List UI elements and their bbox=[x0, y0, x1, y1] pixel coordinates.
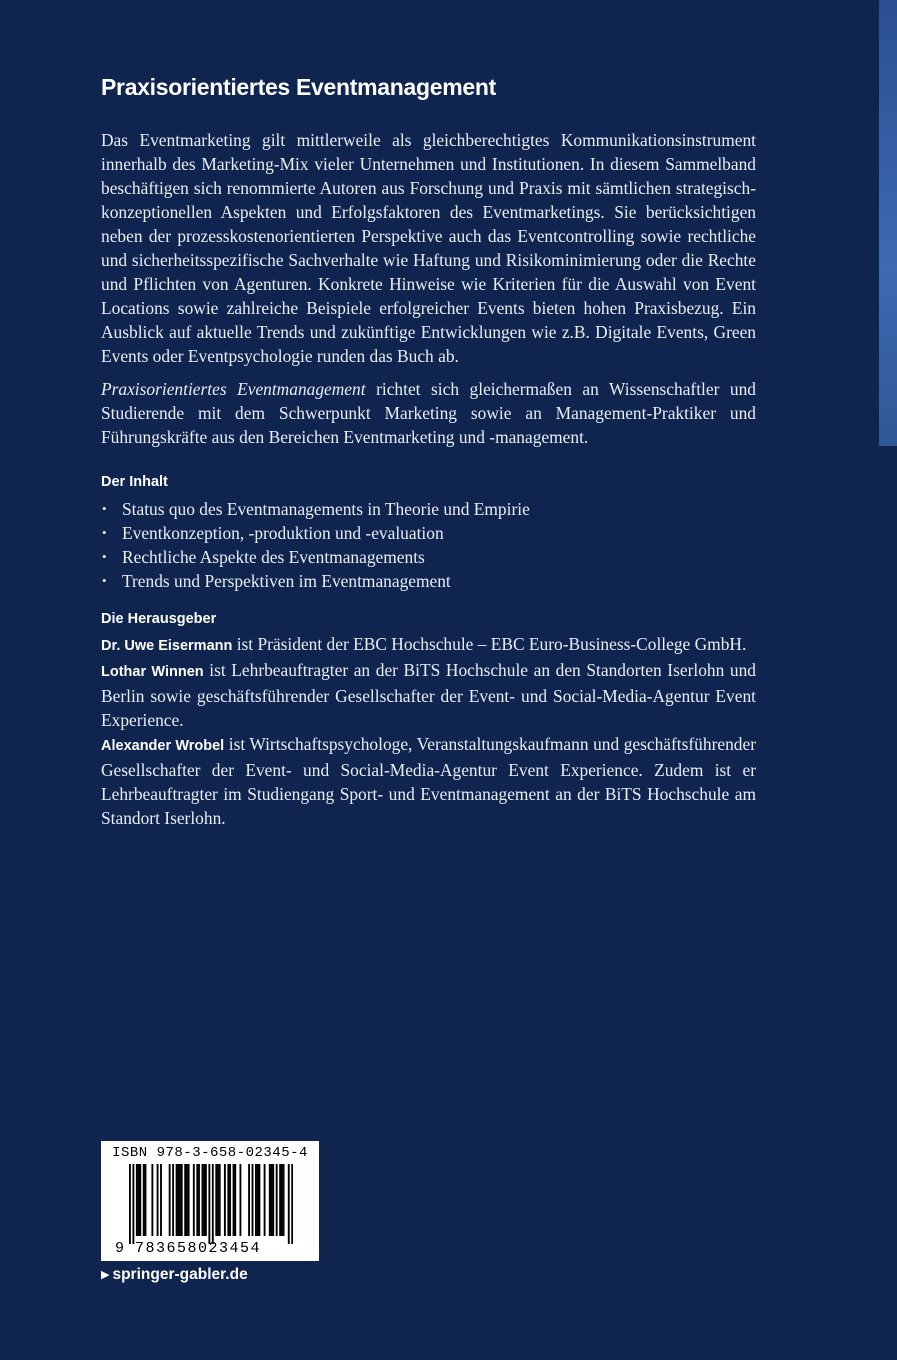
audience-book-title: Praxisorientiertes Eventmanagement bbox=[101, 379, 366, 399]
barcode-bar bbox=[139, 1164, 141, 1236]
editor-bio-wrobel: Alexander Wrobel ist Wirtschaftspsychologe, Veranstaltungskaufmann und geschäftsführender Gesellschafter der Event- und Social-Media-Agentur Event Experience. Zudem ist er Lehrbeauftragter im Studiengang Sport- und Eventmanagement an der BiTS Hochschule am Standort Iserlohn. bbox=[101, 734, 756, 828]
barcode-icon bbox=[129, 1164, 293, 1244]
barcode-bar bbox=[264, 1164, 266, 1236]
list-item: • Rechtliche Aspekte des Eventmanagements bbox=[102, 547, 425, 567]
barcode-bar bbox=[129, 1164, 131, 1244]
barcode-bar bbox=[138, 1164, 140, 1236]
barcode-bar bbox=[276, 1164, 278, 1236]
intro-paragraph: Das Eventmarketing gilt mittlerweile als gleichberechtigtes Kommunikationsinstrument innerhalb des Marketing-Mix vieler Unternehmen und Institutionen. In diesem Sammelband beschäftigen sich renommierte Autoren aus Forschung und Praxis mit sämtlichen strategisch-konzeptionellen Aspekten und Erfolgsfaktoren des Eventmarketings. Sie berücksichtigen neben der prozesskostenorientierten Perspektive auch das Eventcontrolling sowie rechtliche und sicherheitsspezifische Sachverhalte wie Haftung und Risikominimierung oder die Rechte und Pflichten von Agenturen. Konkrete Hinweise wie Kriterien für die Auswahl von Event Locations sowie zahlreiche Beispiele erfolgreicher Events bieten hohen Praxisbezug. Ein Ausblick auf aktuelle Trends und zukünftige Entwicklungen wie z.B. Digitale Events, Green Events oder Eventpsychologie runden das Buch ab. bbox=[101, 130, 756, 366]
barcode-bar bbox=[227, 1164, 229, 1236]
isbn-label: ISBN 978-3-658-02345-4 bbox=[112, 1145, 308, 1161]
barcode-bar bbox=[212, 1164, 214, 1244]
barcode-bar bbox=[271, 1164, 273, 1236]
editor-name: Alexander Wrobel bbox=[101, 738, 225, 754]
barcode-bar bbox=[169, 1164, 171, 1236]
barcode-bar bbox=[234, 1164, 236, 1236]
editors-heading: Die Herausgeber bbox=[101, 611, 217, 627]
barcode-bar bbox=[143, 1164, 145, 1236]
barcode-bar bbox=[198, 1164, 200, 1236]
isbn-barcode-box: ISBN 978-3-658-02345-4 9 783658023454 bbox=[101, 1141, 319, 1261]
barcode-bar bbox=[219, 1164, 221, 1236]
bullet-icon: • bbox=[102, 549, 107, 564]
spine-accent-strip bbox=[879, 0, 897, 446]
barcode-bar bbox=[186, 1164, 188, 1236]
barcode-bar bbox=[151, 1164, 153, 1236]
barcode-bar bbox=[233, 1164, 235, 1236]
publisher-website-link[interactable]: ▶ springer-gabler.de bbox=[101, 1266, 248, 1283]
barcode-bar bbox=[279, 1164, 281, 1236]
audience-paragraph bbox=[101, 377, 756, 449]
barcode-bar bbox=[188, 1164, 190, 1236]
audience-text: richtet sich gleichermaßen an Wissenschaftler und Studierende mit dem Schwerpunkt Marketing sowie an Management-Praktiker und Führungskräfte aus den Bereichen Eventmarketing und -management. bbox=[101, 379, 756, 447]
barcode-bar bbox=[291, 1164, 293, 1244]
barcode-bar bbox=[288, 1164, 290, 1244]
barcode-bar bbox=[255, 1164, 257, 1236]
barcode-bar bbox=[157, 1164, 159, 1236]
barcode-bar bbox=[202, 1164, 204, 1236]
barcode-bar bbox=[229, 1164, 231, 1236]
barcode-bar bbox=[252, 1164, 254, 1236]
editor-bio-winnen: Lothar Winnen ist Lehrbeauftragter an der BiTS Hochschule an den Standorten Iserlohn und Berlin sowie geschäftsführender Gesellschafter der Event- und Social-Media-Agentur Event Experience. bbox=[101, 660, 756, 730]
list-item: • Trends und Perspektiven im Eventmanagement bbox=[102, 571, 451, 591]
barcode-bar bbox=[217, 1164, 219, 1236]
barcode-bar bbox=[258, 1164, 260, 1236]
book-title: Praxisorientiertes Eventmanagement bbox=[101, 74, 497, 100]
barcode-bar bbox=[160, 1164, 162, 1236]
barcode-bar bbox=[176, 1164, 178, 1236]
arrow-right-icon: ▶ bbox=[101, 1269, 110, 1281]
contents-list bbox=[101, 497, 756, 593]
back-cover-content bbox=[101, 72, 756, 830]
barcode-bar bbox=[172, 1164, 174, 1236]
bullet-icon: • bbox=[102, 573, 107, 588]
barcode-bar bbox=[196, 1164, 198, 1236]
editor-bio-eisermann: Dr. Uwe Eisermann ist Präsident der EBC Hochschule – EBC Euro-Business-College GmbH. bbox=[101, 634, 747, 654]
barcode-bar bbox=[181, 1164, 183, 1236]
editor-name: Dr. Uwe Eisermann bbox=[101, 638, 233, 654]
barcode-bar bbox=[248, 1164, 250, 1236]
barcode-bar bbox=[179, 1164, 181, 1236]
barcode-bar bbox=[177, 1164, 179, 1236]
list-item: • Eventkonzeption, -produktion und -evaluation bbox=[102, 523, 444, 543]
list-item: • Status quo des Eventmanagements in Theorie und Empirie bbox=[102, 499, 530, 519]
barcode-bar bbox=[193, 1164, 195, 1236]
barcode-bar bbox=[239, 1164, 241, 1236]
barcode-bar bbox=[272, 1164, 274, 1236]
barcode-bar bbox=[224, 1164, 226, 1236]
barcode-bar bbox=[208, 1164, 210, 1244]
barcode-bar bbox=[269, 1164, 271, 1236]
barcode-bar bbox=[203, 1164, 205, 1236]
barcode-bar bbox=[136, 1164, 138, 1236]
bullet-icon: • bbox=[102, 525, 107, 540]
barcode-bar bbox=[184, 1164, 186, 1236]
contents-heading: Der Inhalt bbox=[101, 474, 168, 490]
bullet-icon: • bbox=[102, 501, 107, 516]
editor-name: Lothar Winnen bbox=[101, 664, 204, 680]
barcode-bar bbox=[281, 1164, 283, 1236]
barcode-bar bbox=[132, 1164, 134, 1244]
barcode-bar bbox=[145, 1164, 147, 1236]
barcode-bar bbox=[205, 1164, 207, 1236]
barcode-bar bbox=[215, 1164, 217, 1236]
barcode-bar bbox=[283, 1164, 285, 1236]
barcode-bar bbox=[257, 1164, 259, 1236]
